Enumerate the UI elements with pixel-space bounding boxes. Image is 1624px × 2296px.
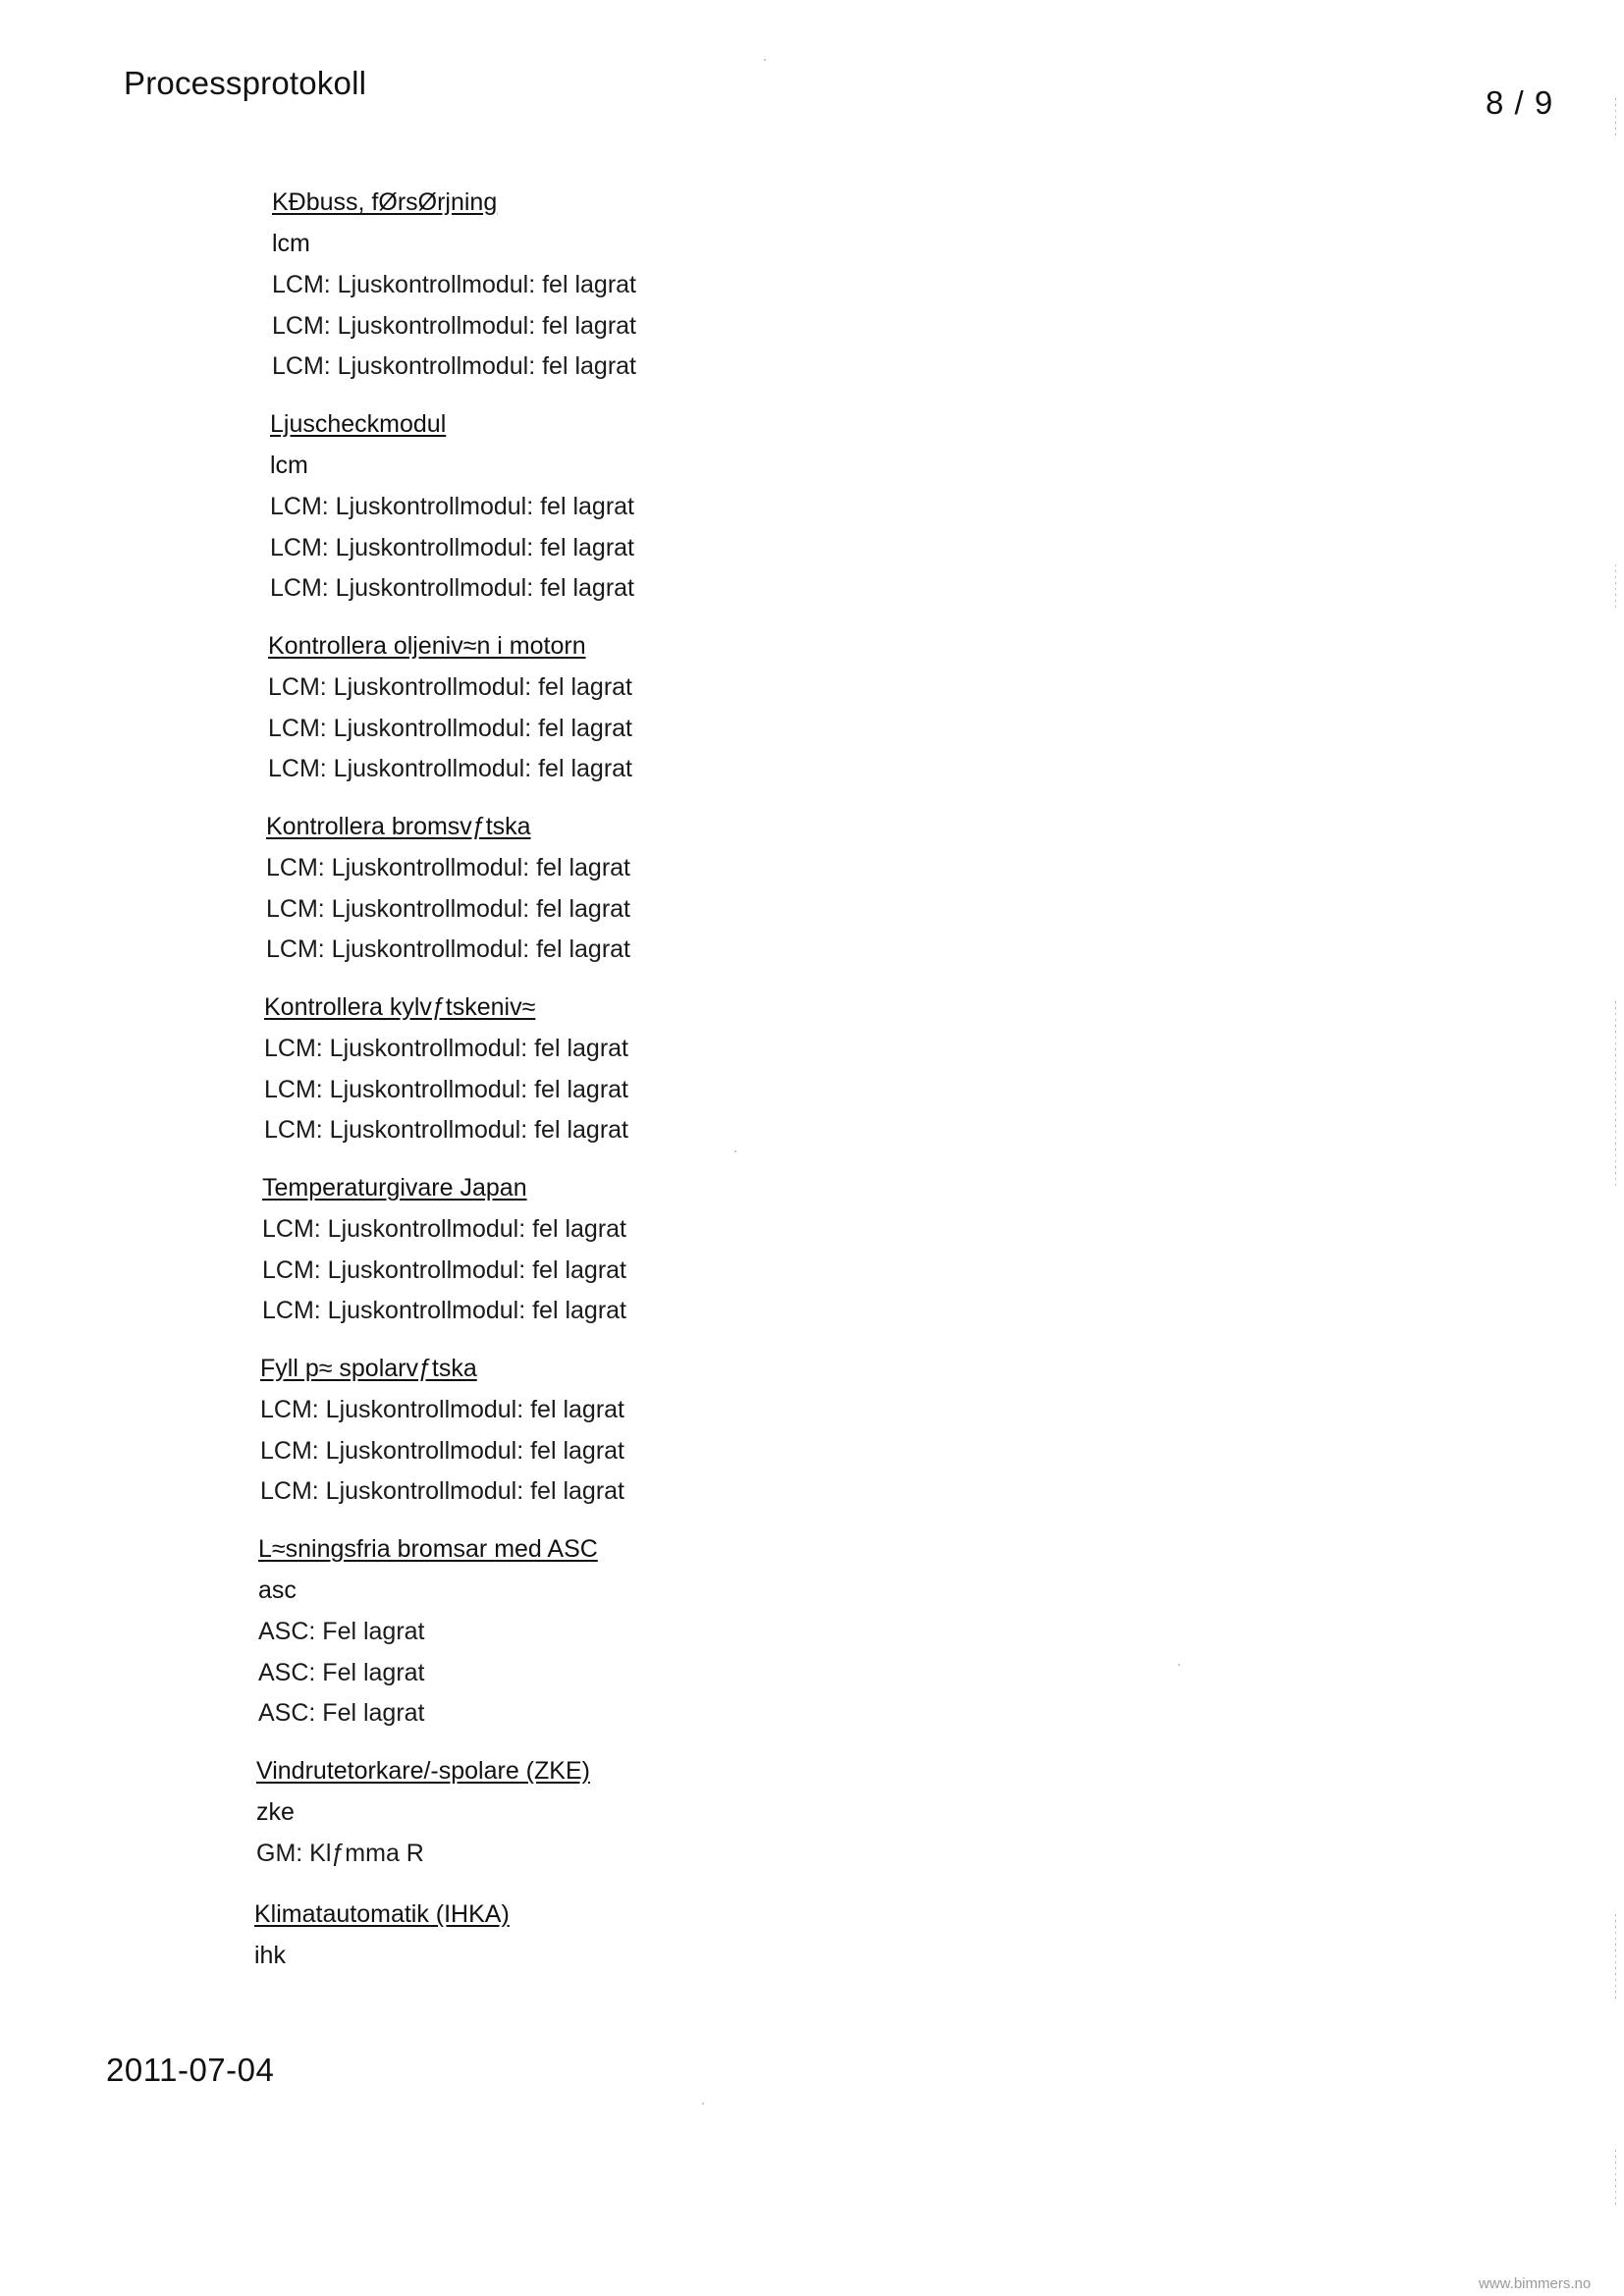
scan-artifact — [1615, 1914, 1616, 2002]
section-entry: LCM: Ljuskontrollmodul: fel lagrat — [262, 1255, 626, 1284]
protocol-section — [266, 812, 630, 976]
scan-artifact — [1615, 2150, 1616, 2209]
section-entry: GM: Klƒmma R — [256, 1840, 424, 1867]
protocol-section — [260, 1354, 624, 1518]
section-heading: Kontrollera kylvƒtskeniv≈ — [264, 993, 536, 1021]
section-entry: LCM: Ljuskontrollmodul: fel lagrat — [264, 1035, 628, 1062]
scan-artifact — [1178, 1664, 1180, 1666]
section-heading: Fyll p≈ spolarvƒtska — [260, 1355, 477, 1382]
protocol-section — [254, 1899, 510, 1982]
section-heading: Ljuscheckmodul — [270, 410, 447, 438]
section-entry: LCM: Ljuskontrollmodul: fel lagrat — [270, 533, 634, 561]
protocol-section — [264, 992, 628, 1156]
protocol-section — [256, 1756, 590, 1880]
section-entry: LCM: Ljuskontrollmodul: fel lagrat — [260, 1436, 624, 1465]
section-entry: LCM: Ljuskontrollmodul: fel lagrat — [268, 755, 632, 782]
section-entry: LCM: Ljuskontrollmodul: fel lagrat — [262, 1215, 626, 1243]
section-entry: LCM: Ljuskontrollmodul: fel lagrat — [268, 714, 632, 742]
section-code: ihk — [254, 1942, 286, 1969]
section-entry: LCM: Ljuskontrollmodul: fel lagrat — [270, 493, 634, 520]
protocol-section — [258, 1534, 598, 1739]
section-entry: LCM: Ljuskontrollmodul: fel lagrat — [262, 1297, 626, 1324]
scan-artifact — [764, 59, 766, 61]
section-code: lcm — [272, 230, 310, 257]
section-entry: LCM: Ljuskontrollmodul: fel lagrat — [270, 574, 634, 602]
protocol-section — [270, 409, 634, 614]
section-entry: LCM: Ljuskontrollmodul: fel lagrat — [264, 1075, 628, 1103]
section-code: zke — [256, 1798, 295, 1826]
section-entry: LCM: Ljuskontrollmodul: fel lagrat — [272, 352, 636, 380]
section-entry: LCM: Ljuskontrollmodul: fel lagrat — [260, 1477, 624, 1505]
section-heading: KƉbuss, fØrsØrjning — [272, 188, 498, 216]
section-entry: ASC: Fel lagrat — [258, 1618, 425, 1645]
section-heading: Kontrollera bromsvƒtska — [266, 813, 531, 840]
scan-artifact — [1615, 564, 1616, 609]
section-entry: LCM: Ljuskontrollmodul: fel lagrat — [268, 673, 632, 701]
document-date: 2011-07-04 — [106, 2052, 275, 2088]
section-entry: LCM: Ljuskontrollmodul: fel lagrat — [260, 1396, 624, 1423]
section-code: asc — [258, 1576, 297, 1604]
section-heading: Klimatautomatik (IHKA) — [254, 1900, 510, 1928]
section-entry: ASC: Fel lagrat — [258, 1658, 425, 1686]
section-entry: LCM: Ljuskontrollmodul: fel lagrat — [266, 935, 630, 963]
section-entry: LCM: Ljuskontrollmodul: fel lagrat — [266, 894, 630, 923]
protocol-section — [272, 187, 636, 393]
watermark: www.bimmers.no — [1479, 2275, 1592, 2292]
document-title: Processprotokoll — [124, 65, 367, 101]
section-entry: ASC: Fel lagrat — [258, 1699, 425, 1727]
section-entry: LCM: Ljuskontrollmodul: fel lagrat — [266, 854, 630, 881]
protocol-section — [262, 1173, 626, 1337]
scan-artifact — [1615, 1001, 1616, 1188]
section-heading: Kontrollera oljeniv≈n i motorn — [268, 632, 586, 660]
protocol-section — [268, 631, 632, 795]
scan-artifact — [1615, 98, 1616, 137]
section-entry: LCM: Ljuskontrollmodul: fel lagrat — [272, 271, 636, 298]
page-number: 8 / 9 — [1486, 84, 1554, 121]
section-entry: LCM: Ljuskontrollmodul: fel lagrat — [264, 1116, 628, 1144]
section-heading: Vindrutetorkare/-spolare (ZKE) — [256, 1757, 590, 1785]
section-entry: LCM: Ljuskontrollmodul: fel lagrat — [272, 311, 636, 340]
section-heading: Temperaturgivare Japan — [262, 1174, 527, 1201]
scan-artifact — [702, 2103, 704, 2105]
section-code: lcm — [270, 452, 308, 479]
section-heading: L≈sningsfria bromsar med ASC — [258, 1535, 598, 1563]
scan-artifact — [734, 1150, 736, 1152]
